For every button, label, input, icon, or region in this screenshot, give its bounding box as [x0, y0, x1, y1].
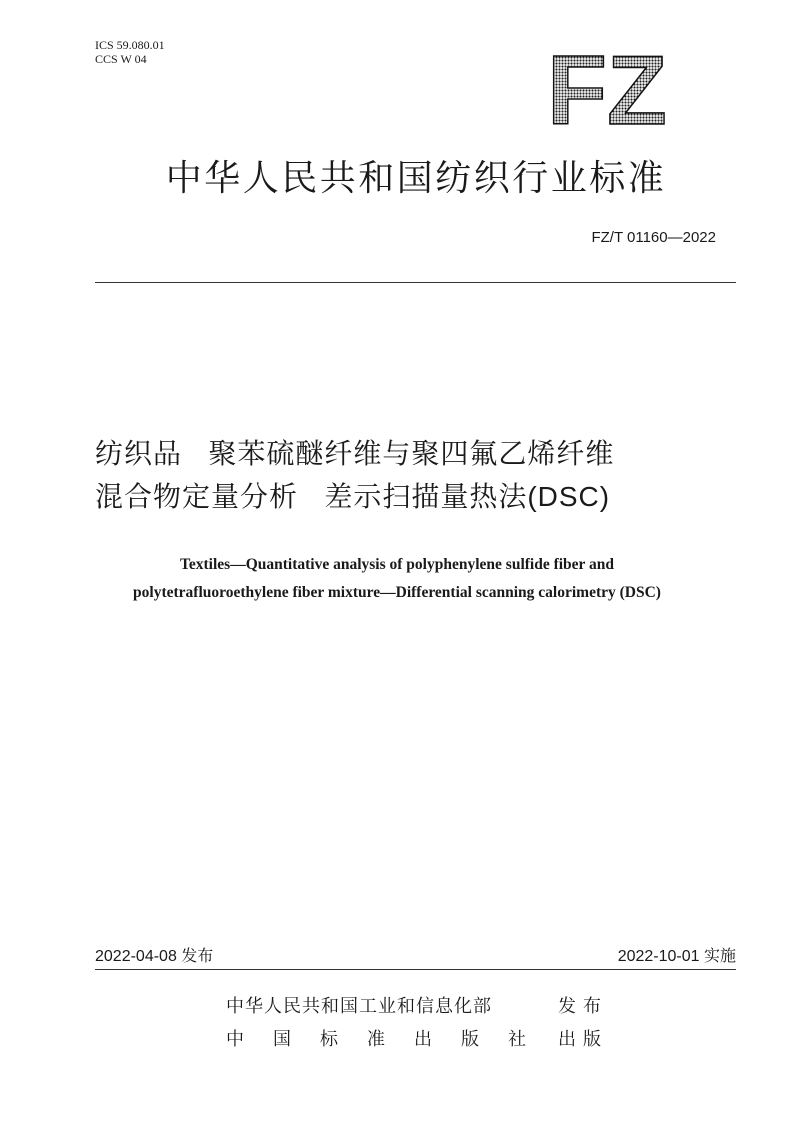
svg-text:FZ: FZ: [547, 44, 667, 130]
publisher-char: 国: [273, 1029, 291, 1049]
classification-codes: [95, 38, 165, 66]
publishing-house: [226, 1025, 526, 1051]
english-title-line-1: Textiles—Quantitative analysis of polyphenylene sulfide fiber and: [179, 556, 615, 573]
publishing-role: 出 版: [558, 1029, 603, 1049]
chinese-title-line-1: 纺织品 聚苯硫醚纤维与聚四氟乙烯纤维: [95, 438, 615, 469]
ics-code: ICS 59.080.01: [95, 38, 165, 52]
publisher-char: 准: [367, 1029, 385, 1049]
publisher-char: 版: [461, 1029, 479, 1049]
english-title: [60, 551, 734, 607]
issuing-authority: 中华人民共和国工业和信息化部: [226, 996, 492, 1016]
implementation-date: 2022-10-01 实施: [617, 948, 736, 965]
chinese-title-line-2: 混合物定量分析 差示扫描量热法(DSC): [95, 481, 611, 512]
header-divider: [95, 282, 736, 283]
standard-number: FZ/T 01160—2022: [591, 229, 716, 246]
publisher-char: 出: [414, 1029, 432, 1049]
issue-date: 2022-04-08 发布: [95, 948, 214, 965]
fz-logo: [540, 44, 675, 130]
chinese-title: [95, 432, 755, 518]
publisher-char: 标: [320, 1029, 338, 1049]
ccs-code: CCS W 04: [95, 52, 147, 66]
issuing-role: 发 布: [558, 996, 603, 1016]
publisher-char: 中: [226, 1029, 244, 1049]
english-title-line-2: polytetrafluoroethylene fiber mixture—Differential scanning calorimetry (DSC): [133, 584, 661, 601]
standard-category-title: 中华人民共和国纺织行业标准: [165, 157, 667, 198]
publisher-char: 社: [508, 1029, 526, 1049]
footer-divider: [95, 969, 736, 970]
